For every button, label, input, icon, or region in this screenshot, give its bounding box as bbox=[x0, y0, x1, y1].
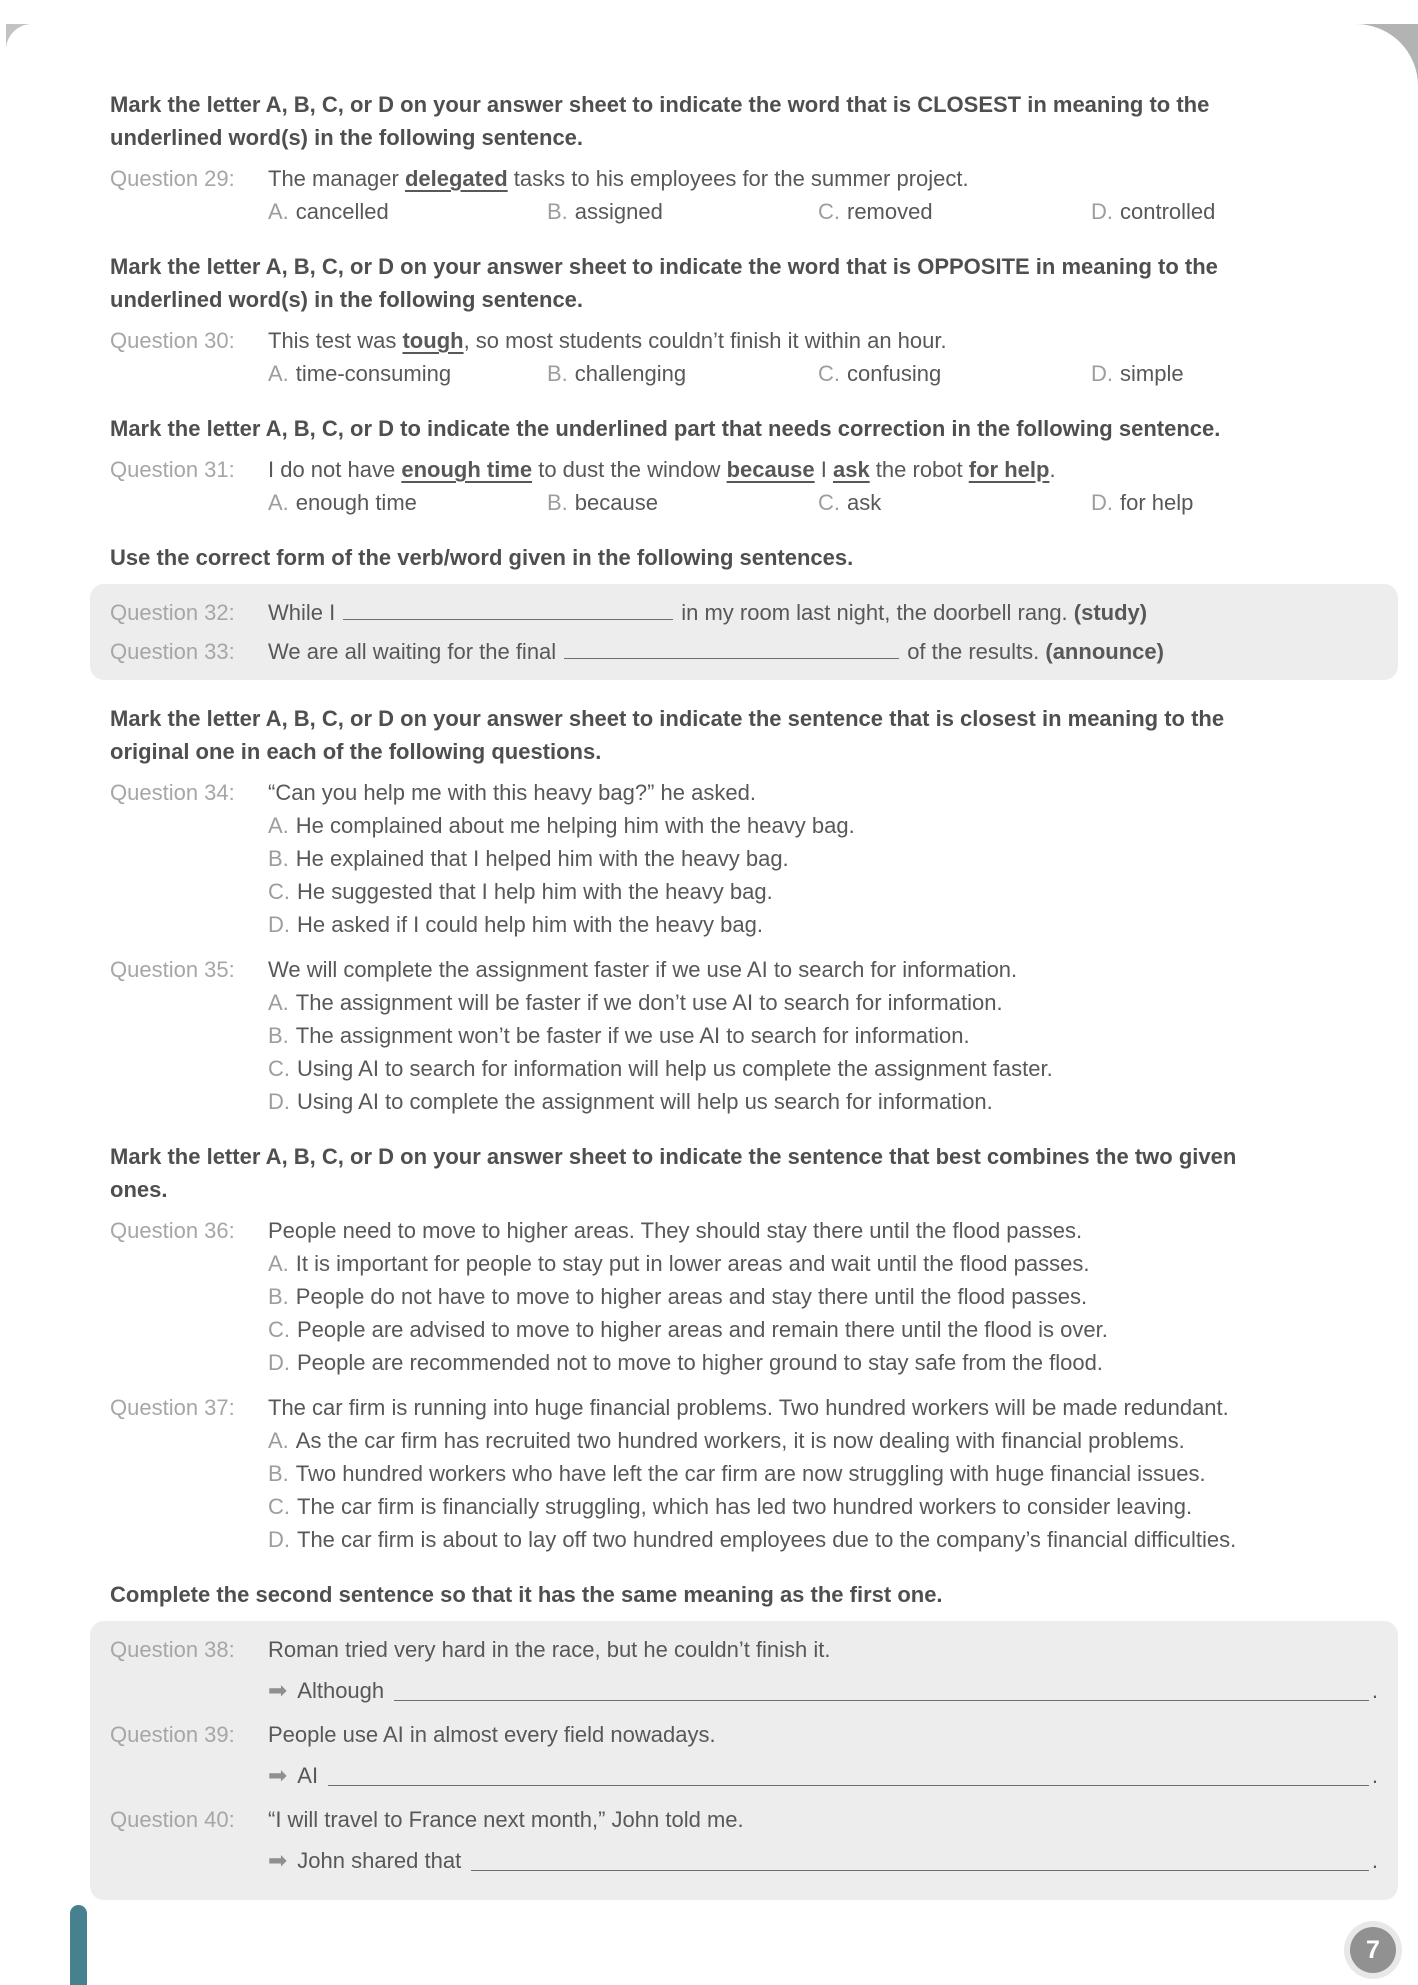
text-segment: This test was bbox=[268, 328, 403, 353]
option-text: cancelled bbox=[295, 199, 389, 224]
option-letter: B. bbox=[268, 846, 289, 871]
option-b bbox=[547, 486, 818, 519]
question-40-text: “I will travel to France next month,” John told me. bbox=[268, 1807, 744, 1832]
underlined-part-b: because bbox=[726, 457, 815, 482]
sentence-end: . bbox=[1371, 1678, 1378, 1703]
option-text: simple bbox=[1120, 361, 1184, 386]
verb-form-box bbox=[90, 584, 1398, 680]
option-letter: A. bbox=[268, 1251, 289, 1276]
underlined-word: tough bbox=[402, 328, 464, 353]
question-29-options bbox=[268, 195, 1388, 228]
option-text: assigned bbox=[574, 199, 663, 224]
option-a bbox=[268, 1424, 1388, 1457]
question-39-label: Question 39: bbox=[110, 1722, 235, 1747]
option-letter: C. bbox=[268, 879, 290, 904]
option-text: People are advised to move to higher areas and remain there until the flood is over. bbox=[297, 1317, 1108, 1342]
option-text: He explained that I helped him with the heavy bag. bbox=[295, 846, 789, 871]
text-segment: of the results. bbox=[907, 639, 1046, 664]
question-35-text: We will complete the assignment faster if we use AI to search for information. bbox=[268, 957, 1018, 982]
option-d bbox=[1091, 357, 1388, 390]
option-letter: B. bbox=[268, 1461, 289, 1486]
option-letter: C. bbox=[818, 490, 840, 515]
page-spine-tab bbox=[70, 1905, 87, 1985]
option-text: removed bbox=[847, 199, 933, 224]
underlined-word: delegated bbox=[404, 166, 508, 191]
question-40-answer-line bbox=[268, 1844, 1378, 1878]
text-segment: the robot bbox=[869, 457, 969, 482]
question-36 bbox=[110, 1214, 1388, 1247]
option-text: It is important for people to stay put in lower areas and wait until the flood passes. bbox=[295, 1251, 1090, 1276]
sentence-end: . bbox=[1371, 1848, 1378, 1873]
option-b bbox=[268, 1019, 1388, 1052]
option-text: The assignment will be faster if we don’t use AI to search for information. bbox=[295, 990, 1003, 1015]
option-text: People do not have to move to higher areas and stay there until the flood passes. bbox=[295, 1284, 1088, 1309]
option-text: Using AI to search for information will help us complete the assignment faster. bbox=[297, 1056, 1053, 1081]
instruction-rewrite-sentence: Complete the second sentence so that it has the same meaning as the first one. bbox=[110, 1582, 943, 1607]
option-b bbox=[268, 1457, 1388, 1490]
option-letter: D. bbox=[268, 1350, 290, 1375]
page-content bbox=[110, 88, 1388, 1900]
option-b bbox=[547, 357, 818, 390]
option-letter: C. bbox=[268, 1317, 290, 1342]
question-38-answer-line bbox=[268, 1674, 1378, 1708]
page-number-badge bbox=[1350, 1927, 1396, 1973]
question-36-options bbox=[268, 1247, 1388, 1379]
option-d bbox=[268, 1085, 1388, 1118]
question-31-options bbox=[268, 486, 1388, 519]
answer-blank bbox=[328, 1785, 1369, 1786]
question-38-label: Question 38: bbox=[110, 1637, 235, 1662]
arrow-right-icon: ➡ bbox=[268, 1848, 288, 1874]
option-a bbox=[268, 195, 547, 228]
question-36-text: People need to move to higher areas. They should stay there until the flood passes. bbox=[268, 1218, 1083, 1243]
question-32 bbox=[110, 596, 1378, 629]
option-a bbox=[268, 986, 1388, 1019]
question-37-text: The car firm is running into huge financial problems. Two hundred workers will be made redundant. bbox=[268, 1395, 1229, 1420]
option-d bbox=[268, 1523, 1388, 1556]
verb-hint: (study) bbox=[1073, 600, 1148, 625]
question-39 bbox=[110, 1718, 1378, 1751]
answer-blank bbox=[471, 1870, 1369, 1871]
option-letter: C. bbox=[268, 1056, 290, 1081]
arrow-right-icon: ➡ bbox=[268, 1763, 288, 1789]
option-letter: D. bbox=[268, 1527, 290, 1552]
option-text: People are recommended not to move to higher ground to stay safe from the flood. bbox=[297, 1350, 1103, 1375]
option-letter: D. bbox=[1091, 490, 1113, 515]
option-a bbox=[268, 1247, 1388, 1280]
question-38 bbox=[110, 1633, 1378, 1666]
option-letter: A. bbox=[268, 990, 289, 1015]
option-d bbox=[268, 908, 1388, 941]
option-text: The car firm is financially struggling, which has led two hundred workers to consider leaving. bbox=[297, 1494, 1193, 1519]
option-text: challenging bbox=[574, 361, 687, 386]
instruction-closest-sentence: Mark the letter A, B, C, or D on your answer sheet to indicate the sentence that is closest in meaning to the original one in each of the following questions. bbox=[110, 706, 1225, 764]
question-34-text: “Can you help me with this heavy bag?” he asked. bbox=[268, 780, 756, 805]
option-c bbox=[268, 1490, 1388, 1523]
option-text: He complained about me helping him with the heavy bag. bbox=[295, 813, 855, 838]
question-39-answer-line bbox=[268, 1759, 1378, 1793]
option-c bbox=[268, 1052, 1388, 1085]
option-text: He asked if I could help him with the heavy bag. bbox=[297, 912, 763, 937]
option-letter: B. bbox=[268, 1284, 289, 1309]
option-letter: B. bbox=[268, 1023, 289, 1048]
underlined-part-a: enough time bbox=[401, 457, 533, 482]
question-39-text: People use AI in almost every field nowadays. bbox=[268, 1722, 716, 1747]
option-d bbox=[268, 1346, 1388, 1379]
question-33-text bbox=[268, 635, 1164, 668]
question-35-options bbox=[268, 986, 1388, 1118]
arrow-right-icon: ➡ bbox=[268, 1678, 288, 1704]
option-text: He suggested that I help him with the heavy bag. bbox=[297, 879, 773, 904]
option-letter: B. bbox=[547, 199, 568, 224]
answer-blank bbox=[343, 606, 673, 620]
question-37-options bbox=[268, 1424, 1388, 1556]
question-30-text bbox=[268, 324, 947, 357]
option-a bbox=[268, 809, 1388, 842]
option-text: for help bbox=[1120, 490, 1194, 515]
option-letter: B. bbox=[547, 361, 568, 386]
question-37-label: Question 37: bbox=[110, 1395, 235, 1420]
answer-blank bbox=[394, 1700, 1369, 1701]
question-31-text bbox=[268, 453, 1056, 486]
option-letter: D. bbox=[268, 1089, 290, 1114]
text-segment: While I bbox=[268, 600, 336, 625]
option-letter: C. bbox=[268, 1494, 290, 1519]
option-c bbox=[268, 875, 1388, 908]
question-37 bbox=[110, 1391, 1388, 1424]
option-text: time-consuming bbox=[295, 361, 452, 386]
option-c bbox=[818, 357, 1091, 390]
question-30-label: Question 30: bbox=[110, 328, 235, 353]
question-40-label: Question 40: bbox=[110, 1807, 235, 1832]
option-letter: D. bbox=[1091, 199, 1113, 224]
question-30 bbox=[110, 324, 1388, 357]
page-number: 7 bbox=[1366, 1935, 1380, 1964]
test-page bbox=[6, 24, 1418, 1985]
question-35-label: Question 35: bbox=[110, 957, 235, 982]
option-text: The assignment won’t be faster if we use AI to search for information. bbox=[295, 1023, 970, 1048]
option-b bbox=[268, 842, 1388, 875]
sentence-stem: Although bbox=[297, 1678, 385, 1703]
option-text: As the car firm has recruited two hundred workers, it is now dealing with financial problems. bbox=[295, 1428, 1185, 1453]
sentence-stem: AI bbox=[297, 1763, 319, 1788]
option-text: because bbox=[574, 490, 658, 515]
question-29-label: Question 29: bbox=[110, 166, 235, 191]
option-c bbox=[818, 195, 1091, 228]
question-31-label: Question 31: bbox=[110, 457, 235, 482]
text-segment: The manager bbox=[268, 166, 405, 191]
option-d bbox=[1091, 195, 1388, 228]
underlined-part-c: ask bbox=[832, 457, 870, 482]
sentence-stem: John shared that bbox=[297, 1848, 462, 1873]
text-segment: , so most students couldn’t finish it within an hour. bbox=[463, 328, 947, 353]
question-34-options bbox=[268, 809, 1388, 941]
question-32-text bbox=[268, 596, 1147, 629]
question-29-text bbox=[268, 162, 969, 195]
question-33 bbox=[110, 635, 1378, 668]
sentence-end: . bbox=[1371, 1763, 1378, 1788]
option-text: Using AI to complete the assignment will help us search for information. bbox=[297, 1089, 993, 1114]
question-32-label: Question 32: bbox=[110, 600, 235, 625]
option-letter: A. bbox=[268, 199, 289, 224]
question-34-label: Question 34: bbox=[110, 780, 235, 805]
text-segment: to dust the window bbox=[532, 457, 727, 482]
option-letter: B. bbox=[547, 490, 568, 515]
instruction-opposite-meaning: Mark the letter A, B, C, or D on your answer sheet to indicate the word that is OPPOSITE in meaning to the underlined word(s) in the following sentence. bbox=[110, 254, 1218, 312]
instruction-error-correction: Mark the letter A, B, C, or D to indicate the underlined part that needs correction in the following sentence. bbox=[110, 416, 1221, 441]
option-letter: A. bbox=[268, 813, 289, 838]
question-38-text: Roman tried very hard in the race, but he couldn’t finish it. bbox=[268, 1637, 831, 1662]
question-40 bbox=[110, 1803, 1378, 1836]
option-letter: A. bbox=[268, 490, 289, 515]
instruction-combine-sentences: Mark the letter A, B, C, or D on your answer sheet to indicate the sentence that best combines the two given ones. bbox=[110, 1144, 1237, 1202]
option-letter: C. bbox=[818, 199, 840, 224]
option-text: enough time bbox=[295, 490, 417, 515]
option-letter: A. bbox=[268, 1428, 289, 1453]
option-text: Two hundred workers who have left the car firm are now struggling with huge financial issues. bbox=[295, 1461, 1206, 1486]
text-segment: . bbox=[1049, 457, 1056, 482]
question-36-label: Question 36: bbox=[110, 1218, 235, 1243]
option-text: confusing bbox=[847, 361, 942, 386]
question-31 bbox=[110, 453, 1388, 486]
option-a bbox=[268, 486, 547, 519]
question-30-options bbox=[268, 357, 1388, 390]
option-letter: D. bbox=[1091, 361, 1113, 386]
option-text: controlled bbox=[1120, 199, 1216, 224]
text-segment: in my room last night, the doorbell rang. bbox=[681, 600, 1074, 625]
option-c bbox=[818, 486, 1091, 519]
option-text: The car firm is about to lay off two hundred employees due to the company’s financial difficulties. bbox=[297, 1527, 1237, 1552]
option-b bbox=[547, 195, 818, 228]
instruction-verb-form: Use the correct form of the verb/word given in the following sentences. bbox=[110, 545, 854, 570]
question-34 bbox=[110, 776, 1388, 809]
rewrite-box bbox=[90, 1621, 1398, 1900]
text-segment: tasks to his employees for the summer project. bbox=[507, 166, 969, 191]
option-letter: C. bbox=[818, 361, 840, 386]
verb-hint: (announce) bbox=[1045, 639, 1164, 664]
option-letter: A. bbox=[268, 361, 289, 386]
option-a bbox=[268, 357, 547, 390]
question-29 bbox=[110, 162, 1388, 195]
option-letter: D. bbox=[268, 912, 290, 937]
option-text: ask bbox=[847, 490, 882, 515]
text-segment: We are all waiting for the final bbox=[268, 639, 557, 664]
question-33-label: Question 33: bbox=[110, 639, 235, 664]
answer-blank bbox=[564, 645, 899, 659]
text-segment: I do not have bbox=[268, 457, 402, 482]
question-35 bbox=[110, 953, 1388, 986]
text-segment: I bbox=[814, 457, 833, 482]
option-d bbox=[1091, 486, 1388, 519]
underlined-part-d: for help bbox=[968, 457, 1050, 482]
option-c bbox=[268, 1313, 1388, 1346]
option-b bbox=[268, 1280, 1388, 1313]
instruction-closest-meaning: Mark the letter A, B, C, or D on your answer sheet to indicate the word that is CLOSEST in meaning to the underlined word(s) in the following sentence. bbox=[110, 92, 1210, 150]
